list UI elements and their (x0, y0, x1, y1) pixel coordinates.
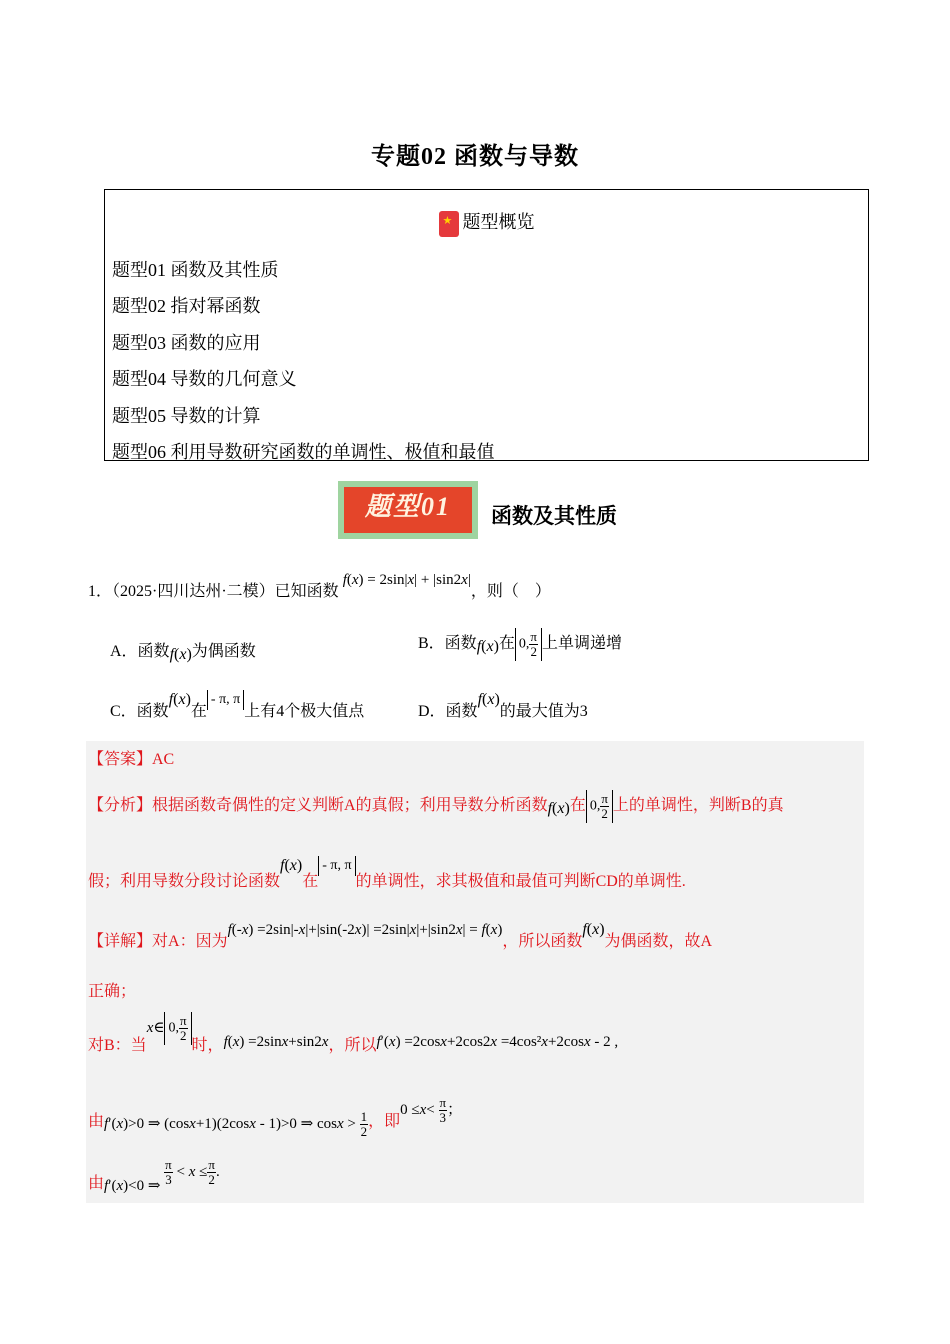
option-d-label: D．函数 (418, 703, 478, 720)
overview-item[interactable]: 题型03 函数的应用 (112, 333, 261, 353)
analysis-text: 在 (302, 873, 319, 890)
overview-heading-text: 题型概览 (462, 212, 535, 232)
detail-text: ，即 (368, 1113, 401, 1130)
option-c-mid: 在 (190, 703, 207, 720)
question-stem (88, 572, 551, 601)
option-a[interactable]: A．函数f(x)为偶函数 (110, 643, 256, 663)
detail-text: 时， (191, 1036, 224, 1054)
detail-line-3: 对B：当x∈ 0, $\frac{\pi}{2}$ 时，f(x) =2sinx+sin2x，所以f′(x) =2cosx+2cos2x =4cos²x+2cosx - 2 , (88, 1013, 619, 1054)
option-c-text: 上有4个极大值点 (244, 703, 365, 720)
section-badge-text: 题型01 (344, 487, 472, 533)
analysis-line-2: 假；利用导数分段讨论函数f(x)在- π, π的单调性，求其极值和最值可判断CD的单调性. (88, 857, 686, 890)
detail-text: ，所以 (328, 1036, 377, 1054)
answer-label: 【答案】AC (88, 751, 175, 768)
option-b-mid: 在 (498, 635, 515, 653)
option-d[interactable]: D．函数f(x)的最大值为3 (418, 691, 588, 720)
option-d-text: 的最大值为3 (499, 703, 588, 720)
detail-text: 由 (88, 1113, 105, 1130)
detail-line-1: 【详解】对A：因为f(-x) =2sin|-x|+|sin(-2x)| =2sin|x|+|sin2x| = f(x)，所以函数f(x)为偶函数，故A (88, 921, 713, 950)
overview-item[interactable]: 题型05 导数的计算 (112, 406, 261, 426)
option-b-label: B．函数 (418, 635, 477, 653)
option-b[interactable]: B．函数f(x)在 0, $\frac{\pi}{2}$ 上单调递增 (418, 629, 623, 659)
question-source: （2025·四川达州·二模）已知函数 (112, 583, 339, 600)
option-a-label: A．函数 (110, 643, 170, 660)
book-icon: ★ (439, 211, 459, 237)
option-b-text: 上单调递增 (542, 635, 623, 653)
option-a-text: 为偶函数 (191, 643, 256, 660)
option-c[interactable]: C．函数f(x)在- π, π上有4个极大值点 (110, 691, 365, 720)
detail-label: 【详解】 (88, 933, 153, 950)
section-title: 函数及其性质 (491, 504, 617, 528)
detail-text: ，所以函数 (502, 933, 583, 950)
page-title: 专题02 函数与导数 (371, 144, 579, 170)
analysis-text: 上的单调性，判断B的真 (612, 797, 784, 815)
detail-text: 对B：当 (88, 1036, 147, 1054)
section-badge (338, 481, 478, 539)
overview-item[interactable]: 题型04 导数的几何意义 (112, 369, 297, 389)
analysis-label: 【分析】 (88, 797, 153, 815)
overview-box (104, 189, 869, 461)
analysis-text: 根据函数奇偶性的定义判断A的真假；利用导数分析函数 (152, 797, 548, 815)
overview-heading (105, 208, 868, 237)
detail-line-2: 正确； (88, 983, 137, 1000)
analysis-line-1: 【分析】根据函数奇偶性的定义判断A的真假；利用导数分析函数f(x)在 0, $\frac{\pi}{2}$ 上的单调性，判断B的真 (88, 791, 784, 821)
overview-item[interactable]: 题型02 指对幂函数 (112, 296, 261, 316)
overview-item[interactable]: 题型01 函数及其性质 (112, 260, 279, 280)
analysis-text: 在 (569, 797, 586, 815)
question-tail: ，则（ ） (470, 583, 551, 600)
detail-text: 为偶函数，故A (604, 933, 713, 950)
detail-line-5: 由f′(x)<0 ⇒ $\frac{\pi}{3}$ < x ≤ $\frac{\pi}{2}$ . (88, 1157, 220, 1194)
analysis-text: 假；利用导数分段讨论函数 (88, 873, 281, 890)
detail-line-4: 由f′(x)>0 ⇒ (cosx+1)(2cosx - 1)>0 ⇒ cosx > $\frac{1}{2}$ ，即0 ≤x< $\frac{\pi}{3}$ ； (88, 1095, 463, 1140)
question-number: 1． (88, 583, 113, 600)
option-c-label: C．函数 (110, 703, 169, 720)
overview-item[interactable]: 题型06 利用导数研究函数的单调性、极值和最值 (112, 442, 495, 462)
detail-text: 由 (88, 1175, 105, 1192)
detail-text: 对A：因为 (152, 933, 228, 950)
question-function: f(x) = 2sin|x| + |sin2x| (342, 572, 471, 588)
analysis-text: 的单调性，求其极值和最值可判断CD的单调性. (355, 873, 686, 890)
